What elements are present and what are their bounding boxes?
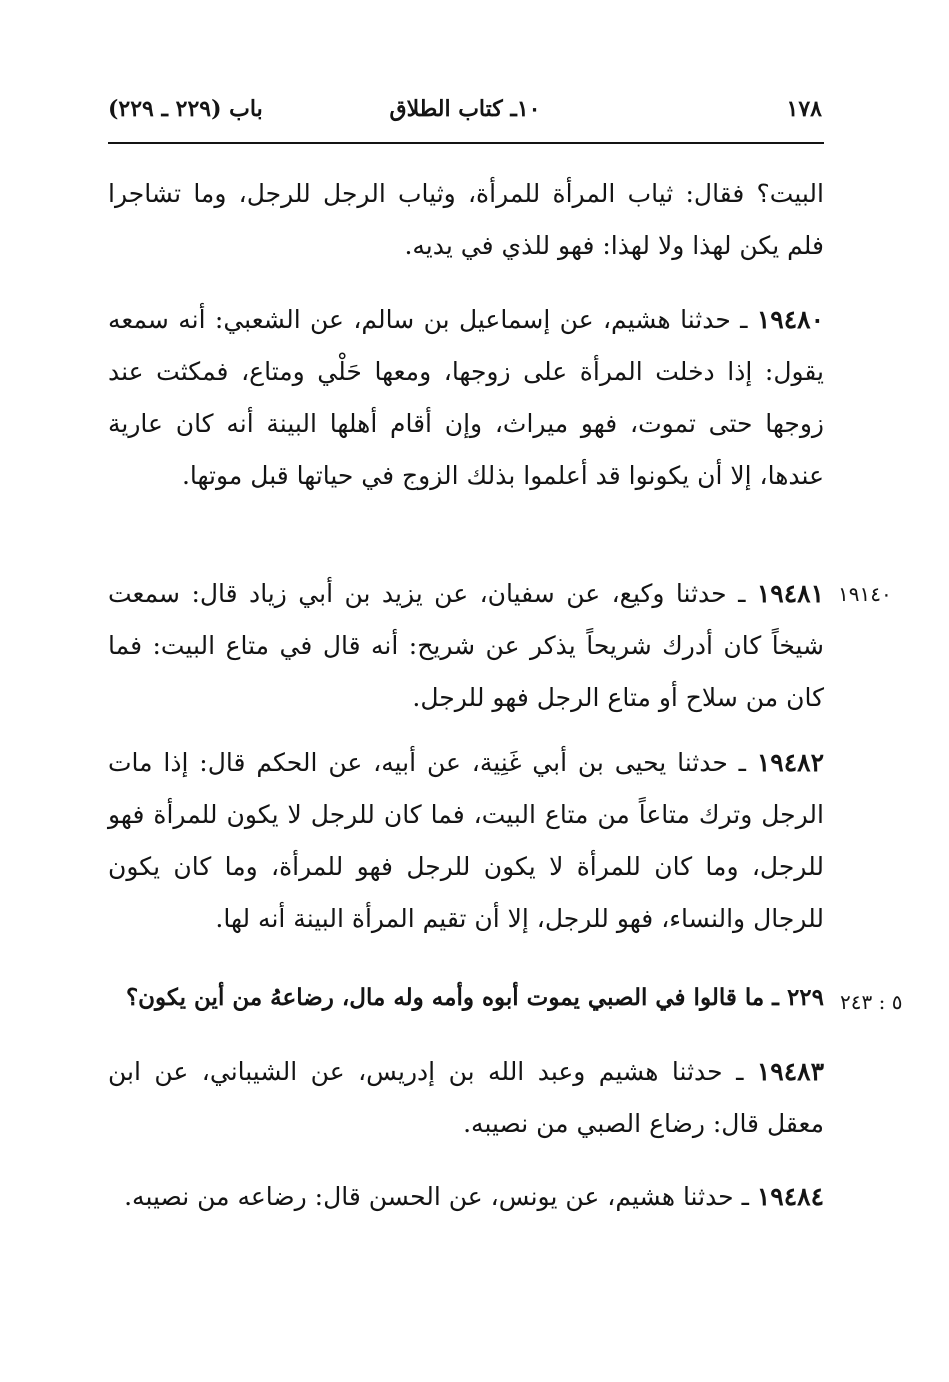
hadith-19484 bbox=[108, 1171, 824, 1223]
hadith-number: ١٩٤٨٢ bbox=[756, 748, 824, 777]
hadith-19482 bbox=[108, 737, 824, 945]
paragraph-text: البيت؟ فقال: ثياب المرأة للمرأة، وثياب الرجل للرجل، وما تشاجرا فلم يكن لهذا ولا لهذا: فهو للذي في يديه. bbox=[108, 179, 824, 260]
hadith-19483 bbox=[108, 1046, 824, 1150]
page-header bbox=[108, 92, 822, 132]
hadith-text: ـ حدثنا هشيم، عن إسماعيل بن سالم، عن الشعبي: أنه سمعه يقول: إذا دخلت المرأة على زوجها، ومعها حَلْي ومتاع، فمكثت عند زوجها حتى تموت، فهو ميراث، وإن أقام أهلها البينة أنه كان عارية عندها، إلا أن يكونوا قد أعلموا بذلك الزوج في حياتها قبل موتها. bbox=[108, 305, 824, 490]
hadith-number: ١٩٤٨٠ bbox=[756, 305, 824, 334]
hadith-19480 bbox=[108, 294, 824, 502]
margin-note-reference: ١٩١٤٠ bbox=[838, 582, 892, 606]
book-title: ١٠ـ كتاب الطلاق bbox=[389, 96, 541, 122]
hadith-number: ١٩٤٨٤ bbox=[756, 1182, 824, 1211]
hadith-number: ١٩٤٨٣ bbox=[756, 1057, 824, 1086]
hadith-number: ١٩٤٨١ bbox=[756, 579, 824, 608]
hadith-text: ـ حدثنا وكيع، عن سفيان، عن يزيد بن أبي زياد قال: سمعت شيخاً كان أدرك شريحاً يذكر عن شريح: أنه قال في متاع البيت: فما كان من سلاح أو متاع الرجل فهو للرجل. bbox=[108, 579, 824, 712]
page-number: ١٧٨ bbox=[786, 96, 822, 122]
chapter-heading: ٢٢٩ ـ ما قالوا في الصبي يموت أبوه وأمه وله مال، رضاعهُ من أين يكون؟ bbox=[125, 984, 824, 1011]
hadith-19481 bbox=[108, 568, 824, 724]
header-rule bbox=[108, 142, 824, 144]
hadith-text: ـ حدثنا هشيم، عن يونس، عن الحسن قال: رضاعه من نصيبه. bbox=[124, 1182, 757, 1211]
hadith-text: ـ حدثنا هشيم وعبد الله بن إدريس، عن الشيباني، عن ابن معقل قال: رضاع الصبي من نصيبه. bbox=[108, 1057, 824, 1138]
paragraph-continuation bbox=[108, 168, 824, 272]
margin-note-volume-page: ٥ : ٢٤٣ bbox=[840, 990, 903, 1014]
hadith-text: ـ حدثنا يحيى بن أبي غَنِية، عن أبيه، عن الحكم قال: إذا مات الرجل وترك متاعاً من متاع البيت، فما كان للرجل لا يكون للمرأة فهو للرجل، وما كان للمرأة لا يكون للرجل فهو للمرأة، وما كان يكون للرجال والنساء، فهو للرجل، إلا أن تقيم المرأة البينة أنه لها. bbox=[108, 748, 824, 933]
chapter-range: باب (٢٢٩ ـ ٢٢٩) bbox=[108, 96, 263, 122]
